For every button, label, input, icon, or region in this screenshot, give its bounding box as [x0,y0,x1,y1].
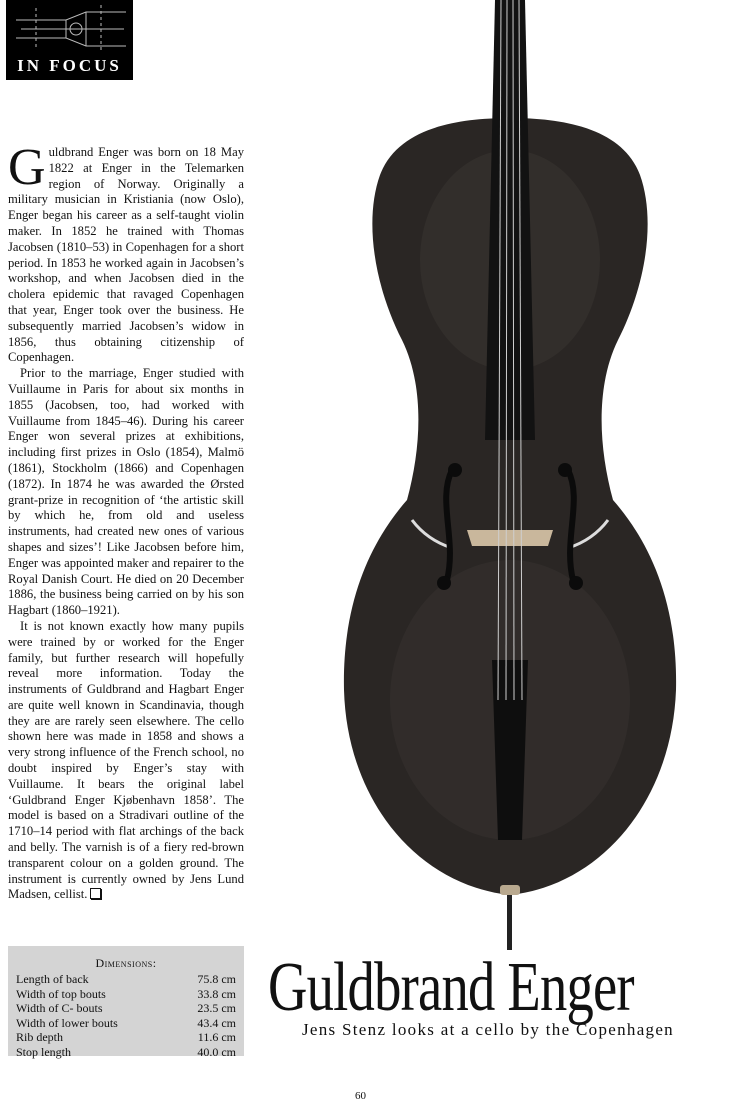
dimensions-row [8,972,244,987]
dimensions-title: Dimensions: [95,956,157,970]
dimensions-box [8,946,244,1059]
dimension-label: Stop length [16,1044,72,1059]
section-badge-label: IN FOCUS [17,56,122,75]
dimensions-row [8,987,244,1002]
drop-cap: G [8,139,46,196]
section-badge [6,0,133,80]
dimensions-row [8,1045,244,1060]
dimension-label: Width of lower bouts [16,1015,118,1030]
article-paragraph: It is not known exactly how many pupils were trained by or worked for the Enger family, but further research will hopefully reveal more information. Today the instruments of Guldbrand and Hagbart Enger are quite well known in Scandinavia, though they are are rarely seen elsewhere. The cello shown here was made in 1858 and shows a very strong influence of the French school, no doubt inspired by Enger’s stay with Vuillaume. It bears the original label ‘Guldbrand Enger Kjøbenhavn 1858’. The model is based on a Stradivari outline of the 1710–14 period with flat archings of the back and belly. The varnish is of a fiery red-brown transparent colour on a golden ground. The instrument is currently owned by Jens Lund Madsen, cellist. [8,618,244,902]
fingerboard [485,0,535,440]
article-subheadline: Jens Stenz looks at a cello by the Copenhagen [302,1020,674,1039]
dimension-label: Length of back [16,972,89,986]
dimension-value: 40.0 cm [197,1044,236,1059]
dimension-label: Rib depth [16,1030,63,1044]
dimension-value: 33.8 cm [197,986,236,1001]
endpin [507,890,512,950]
dimension-value: 43.4 cm [197,1015,236,1030]
article-paragraph: Guldbrand Enger was born on 18 May 1822 at Enger in the Telemarken region of Norway. Originally a military musician in Kristiania (now Oslo), Enger began his career as a self-taught violin maker. In 1852 he trained with Thomas Jacobsen (1810–53) in Copenhagen for a short period. In 1853 he worked again in Jacobsen’s workshop, and when Jacobsen died in the cholera epidemic that ravaged Copenhagen that year, Enger took over the business. He subsequently married Jacobsen’s widow in 1856, thus obtaining citizenship of Copenhagen. [8,139,244,365]
instrument-diagram-icon [6,0,133,58]
dimension-value: 75.8 cm [197,972,236,986]
article-body [8,139,244,903]
dimension-label: Width of C- bouts [16,1001,103,1015]
end-mark-icon [90,888,101,899]
page-number: 60 [355,1090,366,1102]
dimension-label: Width of top bouts [16,986,106,1001]
bridge [467,530,553,546]
dimension-value: 23.5 cm [197,1001,236,1015]
dimensions-row [8,1001,244,1016]
article-paragraph: Prior to the marriage, Enger studied with Vuillaume in Paris for about six months in 1855 (Jacobsen, too, had worked with Vuillaume from 1845–46). During his career Enger won several prizes at exhibitions, including first prizes in Oslo (1854), Malmö (1861), Stockholm (1866) and Copenhagen (1872). In 1874 he was awarded the Ørsted grant-prize in recognition of ‘the artistic skill by which he, from old and useless instruments, had created new ones of various shapes and sizes’! Like Jacobsen before him, Enger was appointed maker and repairer to the Royal Danish Court. He died on 20 December 1886, the business being carried on by his son Hagbart (1860–1921). [8,366,244,618]
tailpiece [492,660,528,840]
dimensions-row [8,1030,244,1045]
article-headline: Guldbrand Enger [268,949,634,1026]
dimension-value: 11.6 cm [197,1030,236,1044]
dimensions-table [8,972,244,1059]
cello-photo [252,0,750,950]
dimensions-row [8,1016,244,1031]
